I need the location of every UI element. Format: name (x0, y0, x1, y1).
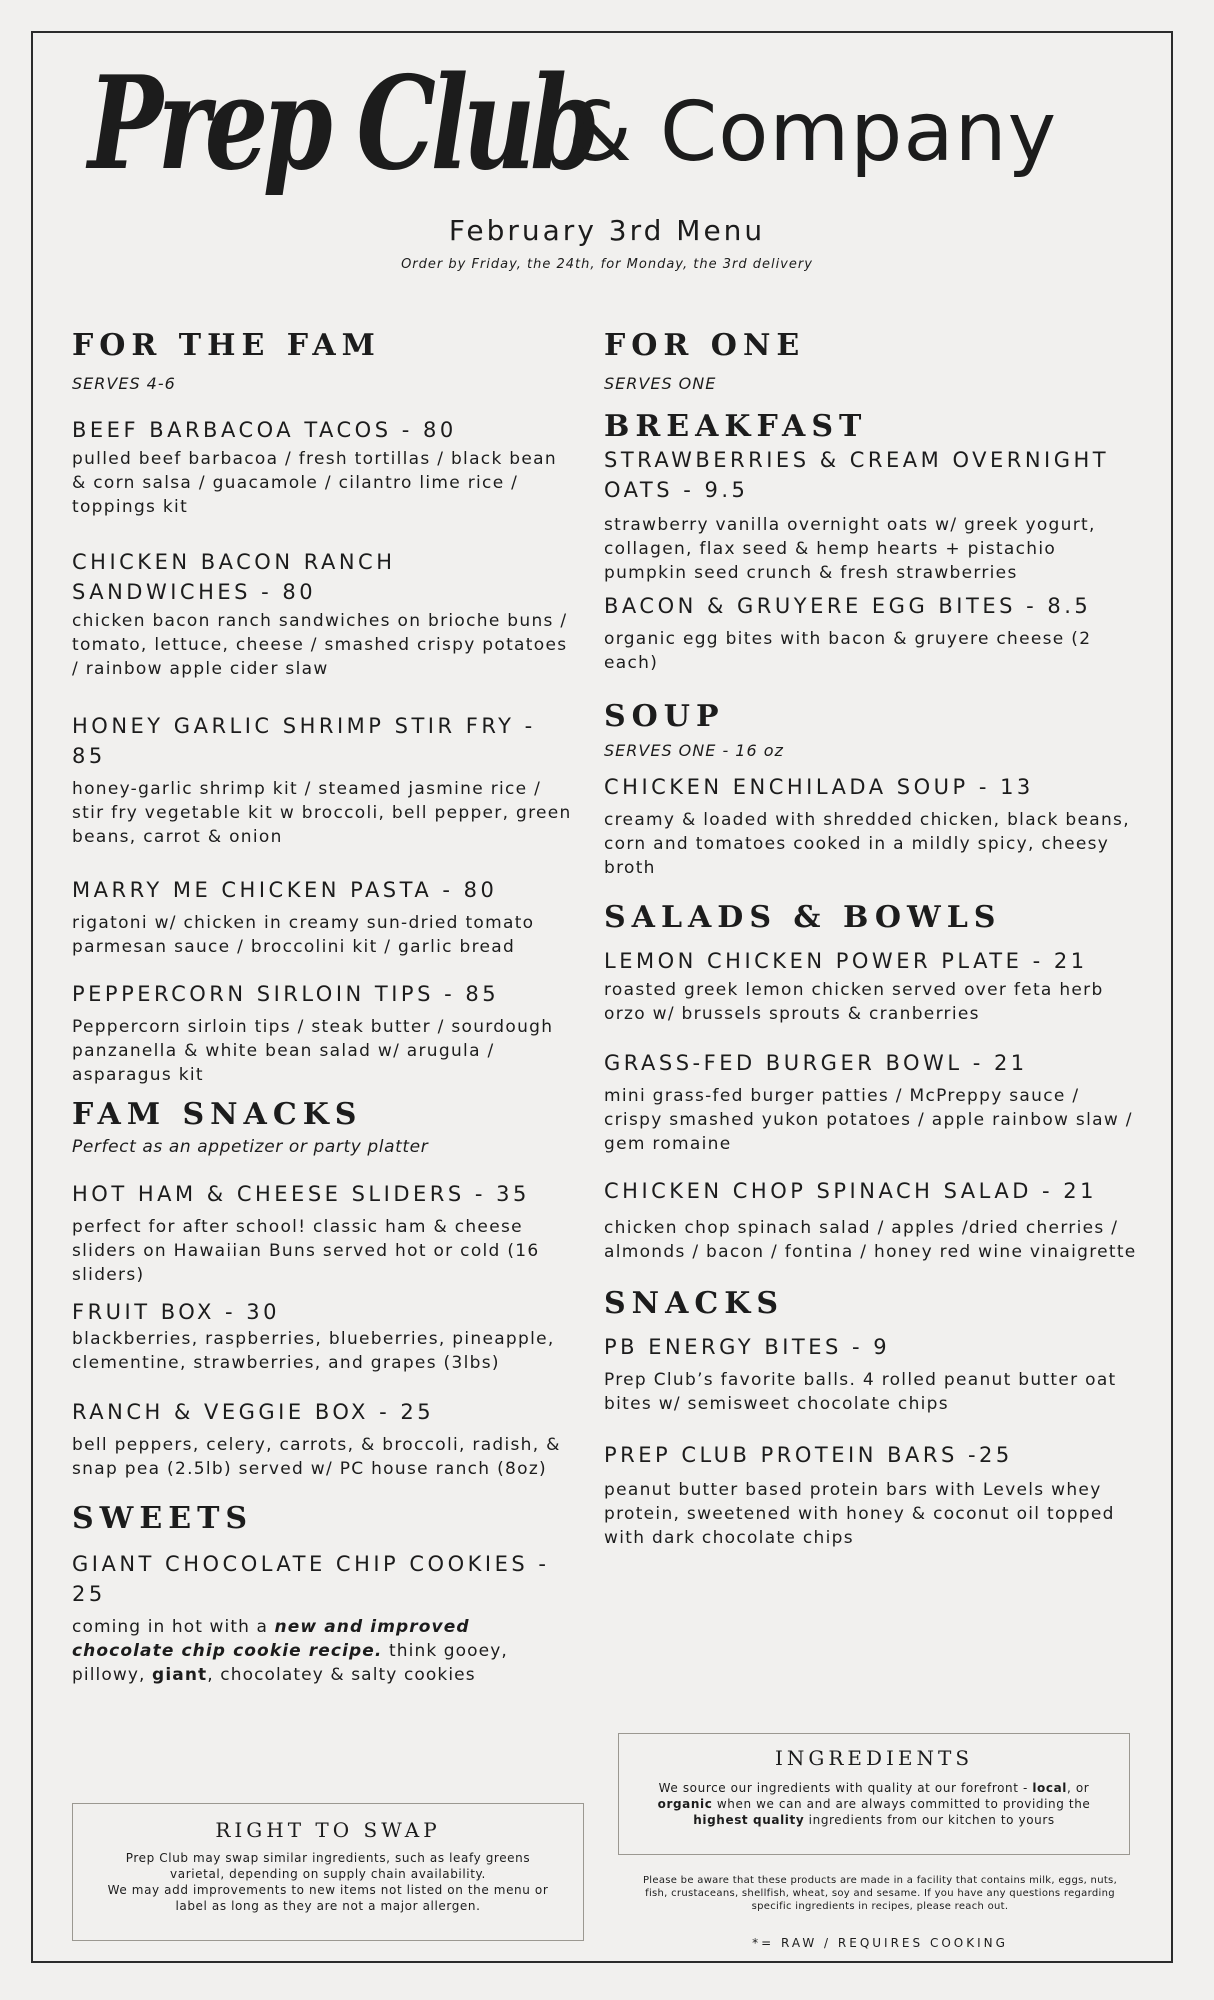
text: , or (1067, 1781, 1090, 1795)
item-name: BEEF BARBACOA TACOS - 80 (72, 418, 457, 442)
section-title-for-the-fam: FOR THE FAM (72, 328, 381, 363)
item-description: pulled beef barbacoa / fresh tortillas / black bean & corn salsa / guacamole / cilantro lime rice / toppings kit (72, 449, 557, 517)
right-to-swap-title: RIGHT TO SWAP (215, 1818, 441, 1842)
section-subtitle: Perfect as an appetizer or party platter (72, 1137, 429, 1157)
text: We source our ingredients with quality at our forefront - (658, 1781, 1033, 1795)
order-deadline-note: Order by Friday, the 24th, for Monday, the 3rd delivery (401, 257, 813, 272)
left-column (72, 328, 572, 1687)
serves-label: SERVES ONE - 16 oz (604, 741, 784, 760)
item-description: blackberries, raspberries, blueberries, pineapple, clementine, strawberries, and grapes (3lbs) (72, 1329, 555, 1373)
text: ingredients from our kitchen to yours (804, 1813, 1055, 1827)
item-name: RANCH & VEGGIE BOX - 25 (72, 1400, 435, 1424)
raw-legend: *= RAW / REQUIRES COOKING (752, 1936, 1008, 1950)
item-description: bell peppers, celery, carrots, & broccoli, radish, & snap pea (2.5lb) served w/ PC house ranch (8oz) (72, 1435, 561, 1479)
desc-bold-text: giant (152, 1665, 208, 1685)
item-name: FRUIT BOX - 30 (72, 1300, 280, 1324)
right-to-swap-box (72, 1803, 584, 1941)
section-title-breakfast: BREAKFAST (604, 409, 868, 444)
item-description: creamy & loaded with shredded chicken, black beans, corn and tomatoes cooked in a mildly spicy, cheesy broth (604, 810, 1130, 878)
item-name: BACON & GRUYERE EGG BITES - 8.5 (604, 594, 1092, 618)
menu-item (72, 415, 572, 519)
item-name: PB ENERGY BITES - 9 (604, 1335, 891, 1359)
item-description: chicken bacon ranch sandwiches on brioche buns / tomato, lettuce, cheese / smashed crispy potatoes / rainbow apple cider slaw (72, 611, 568, 679)
item-description: Prep Club’s favorite balls. 4 rolled peanut butter oat bites w/ semisweet chocolate chips (604, 1370, 1117, 1414)
menu-item (604, 946, 1144, 1026)
ingredients-text (643, 1780, 1105, 1828)
right-column (604, 328, 1144, 1550)
bold-text: highest quality (693, 1813, 805, 1827)
menu-item (72, 1179, 572, 1287)
section-title-salads-bowls: SALADS & BOWLS (604, 900, 1002, 935)
right-to-swap-text-1: Prep Club may swap similar ingredients, such as leafy greens varietal, depending on supply chain availability. (125, 1851, 531, 1881)
desc-text: coming in hot with a (72, 1617, 275, 1637)
allergen-notice: Please be aware that these products are made in a facility that contains milk, eggs, nuts, fish, crustaceans, shellfish, wheat, soy and sesame. If you have any questions regarding specific ingredients in recipes, please reach out. (642, 1875, 1118, 1912)
item-description: perfect for after school! classic ham & cheese sliders on Hawaiian Buns served hot or cold (16 sliders) (72, 1217, 540, 1285)
item-description: chicken chop spinach salad / apples /dried cherries / almonds / bacon / fontina / honey red wine vinaigrette (604, 1218, 1137, 1262)
item-description (72, 1615, 572, 1687)
menu-item (72, 1549, 572, 1687)
serves-label: SERVES ONE (604, 374, 717, 393)
section-title-for-one: FOR ONE (604, 328, 806, 363)
item-name: PREP CLUB PROTEIN BARS -25 (604, 1443, 1013, 1467)
brand-logo-prep-club: Prep Club (88, 49, 595, 199)
item-name: CHICKEN BACON RANCH SANDWICHES - 80 (72, 550, 396, 604)
item-description: strawberry vanilla overnight oats w/ greek yogurt, collagen, flax seed & hemp hearts + pistachio pumpkin seed crunch & fresh strawberries (604, 515, 1096, 583)
menu-item (604, 591, 1144, 675)
item-name: LEMON CHICKEN POWER PLATE - 21 (604, 949, 1088, 973)
menu-item (604, 1048, 1144, 1156)
menu-item (72, 1297, 572, 1375)
item-description: mini grass-fed burger patties / McPreppy sauce / crispy smashed yukon potatoes / apple rainbow slaw / gem romaine (604, 1086, 1133, 1154)
section-title-fam-snacks: FAM SNACKS (72, 1097, 363, 1132)
item-name: GIANT CHOCOLATE CHIP COOKIES - 25 (72, 1552, 550, 1606)
item-description: peanut butter based protein bars with Levels whey protein, sweetened with honey & coconut oil topped with dark chocolate chips (604, 1480, 1115, 1548)
brand-logo-company: & Company (568, 85, 1058, 180)
menu-item (604, 445, 1144, 585)
text: when we can and are always committed to providing the (712, 1797, 1091, 1811)
section-title-soup: SOUP (604, 699, 725, 734)
menu-date-title: February 3rd Menu (448, 214, 766, 247)
item-description: roasted greek lemon chicken served over feta herb orzo w/ brussels sprouts & cranberries (604, 980, 1104, 1024)
item-name: GRASS-FED BURGER BOWL - 21 (604, 1051, 1028, 1075)
item-description: Peppercorn sirloin tips / steak butter / sourdough panzanella & white bean salad w/ arugula / asparagus kit (72, 1017, 554, 1085)
item-name: STRAWBERRIES & CREAM OVERNIGHT OATS - 9.5 (604, 448, 1110, 502)
item-description: honey-garlic shrimp kit / steamed jasmine rice / stir fry vegetable kit w broccoli, bell pepper, green beans, carrot & onion (72, 779, 572, 847)
menu-item (604, 1440, 1144, 1550)
menu-item (72, 547, 572, 681)
right-to-swap-text-2: We may add improvements to new items not listed on the menu or label as long as they are not a major allergen. (107, 1883, 549, 1913)
menu-item (72, 1397, 572, 1481)
item-description: organic egg bites with bacon & gruyere cheese (2 each) (604, 629, 1092, 673)
menu-item (72, 711, 572, 849)
bold-text: organic (657, 1797, 713, 1811)
ingredients-title: INGREDIENTS (774, 1746, 974, 1770)
item-name: HONEY GARLIC SHRIMP STIR FRY - 85 (72, 714, 536, 768)
section-title-snacks: SNACKS (604, 1286, 784, 1321)
menu-item (604, 1332, 1144, 1416)
menu-item (72, 979, 572, 1087)
section-title-sweets: SWEETS (72, 1501, 254, 1536)
desc-text: think gooey, pillowy, (72, 1641, 508, 1685)
item-name: PEPPERCORN SIRLOIN TIPS - 85 (72, 982, 500, 1006)
item-name: HOT HAM & CHEESE SLIDERS - 35 (72, 1182, 530, 1206)
item-name: CHICKEN ENCHILADA SOUP - 13 (604, 775, 1034, 799)
menu-item (604, 772, 1144, 880)
menu-item (604, 1176, 1144, 1264)
item-name: MARRY ME CHICKEN PASTA - 80 (72, 878, 498, 902)
bold-text: local (1032, 1781, 1068, 1795)
serves-label: SERVES 4-6 (72, 374, 176, 393)
menu-item (72, 875, 572, 959)
desc-text: , chocolatey & salty cookies (207, 1665, 476, 1685)
item-name: CHICKEN CHOP SPINACH SALAD - 21 (604, 1179, 1098, 1203)
desc-bold-text: new and improved chocolate chip cookie recipe. (72, 1617, 470, 1661)
ingredients-box (618, 1733, 1130, 1855)
item-description: rigatoni w/ chicken in creamy sun-dried tomato parmesan sauce / broccolini kit / garlic bread (72, 913, 535, 957)
